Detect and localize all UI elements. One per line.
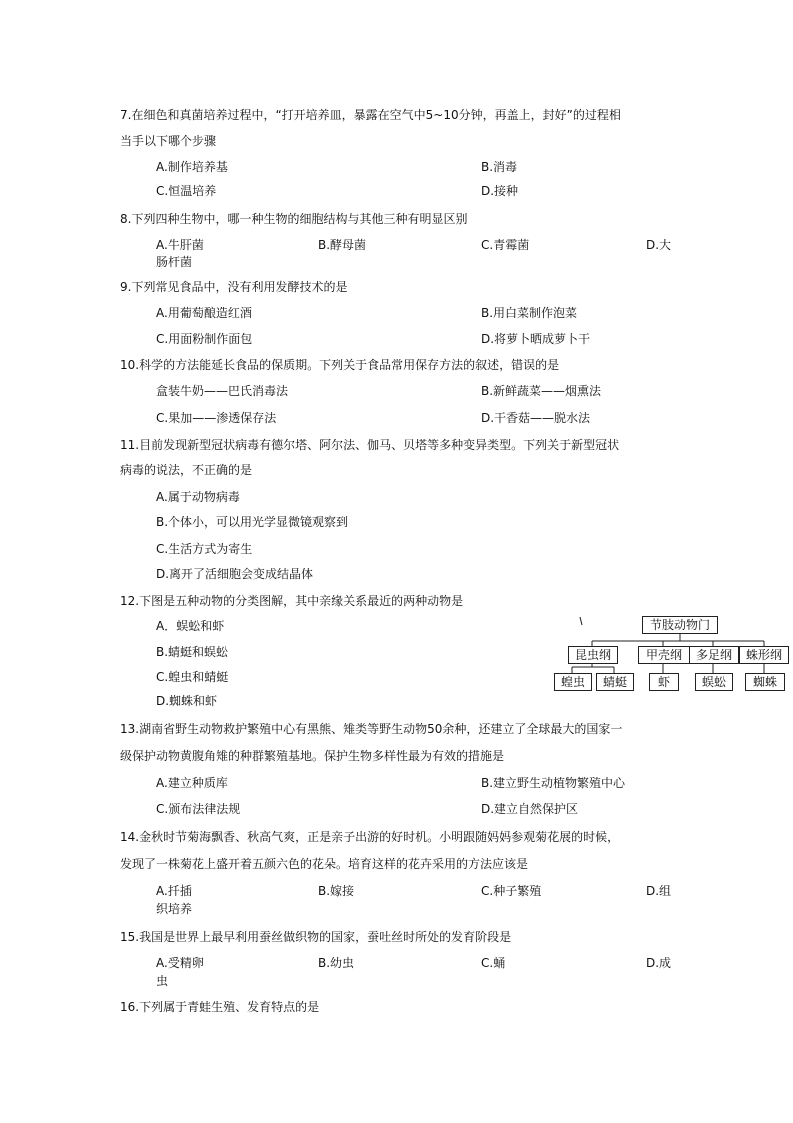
q10-option-c: C.果加——渗透保存法 (156, 411, 277, 425)
q15-option-d-wrap: 虫 (156, 974, 169, 988)
q14-option-b: B.嫁接 (318, 884, 355, 898)
q8-option-c: C.青霉菌 (481, 238, 530, 252)
classification-diagram (552, 613, 788, 693)
q11-option-d: D.离开了活细胞会变成结晶体 (156, 567, 314, 581)
q12-option-d: D.蜘蛛和虾 (156, 694, 218, 708)
q8-option-b: B.酵母菌 (318, 238, 367, 252)
q14-option-a: A.扦插 (156, 884, 192, 898)
diagram-animal-spider: 蜘蛛 (745, 673, 785, 691)
q15-option-d: D.成 (646, 956, 672, 970)
q15-option-a: A.受精卵 (156, 956, 204, 970)
q13-option-c: C.颁布法律法规 (156, 802, 241, 816)
q15-option-b: B.幼虫 (318, 956, 355, 970)
diagram-class-insecta: 昆虫纲 (568, 646, 618, 664)
q13-stem-line1: 13.湖南省野生动物救护繁殖中心有黑熊、雉类等野生动物50余种，还建立了全球最大的国家一 (120, 722, 623, 736)
diagram-class-crustacea: 甲壳纲 (638, 646, 690, 664)
q11-stem-line2: 病毒的说法，不正确的是 (120, 463, 253, 477)
q10-option-d: D.干香菇——脱水法 (481, 411, 591, 425)
q8-option-d: D.大 (646, 238, 672, 252)
q15-option-c: C.蛹 (481, 956, 506, 970)
diagram-class-myriapoda: 多足纲 (689, 646, 739, 664)
q9-option-d: D.将萝卜晒成萝卜干 (481, 332, 591, 346)
q14-option-d: D.组 (646, 884, 672, 898)
q7-stem-line2: 当手以下哪个步骤 (120, 134, 217, 148)
q15-stem: 15.我国是世界上最早利用蚕丝做织物的国家，蚕吐丝时所处的发育阶段是 (120, 930, 512, 944)
q8-option-d-wrap: 肠杆菌 (156, 255, 193, 269)
q12-option-b: B.蜻蜓和蜈蚣 (156, 645, 229, 659)
q16-stem: 16.下列属于青蛙生殖、发育特点的是 (120, 1000, 320, 1014)
diagram-class-arachnida: 蛛形纲 (739, 646, 789, 664)
q13-option-b: B.建立野生动植物繁殖中心 (481, 776, 626, 790)
diagram-root-phylum: 节肢动物门 (642, 616, 718, 634)
q13-stem-line2: 级保护动物黄腹角雉的种群繁殖基地。保护生物多样性最为有效的措施是 (120, 749, 505, 763)
q11-option-b: B.个体小，可以用光学显微镜观察到 (156, 515, 349, 529)
q11-stem-line1: 11.目前发现新型冠状病毒有德尔塔、阿尔法、伽马、贝塔等多种变异类型。下列关于新型冠状 (120, 438, 620, 452)
q9-option-b: B.用白菜制作泡菜 (481, 306, 578, 320)
diagram-animal-locust: 蝗虫 (554, 673, 592, 691)
q14-option-c: C.种子繁殖 (481, 884, 542, 898)
q14-stem-line1: 14.金秋时节菊海飘香、秋高气爽，正是亲子出游的好时机。小明跟随妈妈参观菊花展的时候， (120, 830, 620, 844)
q7-stem-line1: 7.在细色和真菌培养过程中，“打开培养皿，暴露在空气中5~10分钟，再盖上，封好”的过程相 (120, 108, 621, 122)
q9-option-c: C.用面粉制作面包 (156, 332, 253, 346)
q7-option-c: C.恒温培养 (156, 184, 217, 198)
q13-option-d: D.建立自然保护区 (481, 802, 579, 816)
diagram-animal-dragonfly: 蜻蜓 (596, 673, 634, 691)
diagram-animal-shrimp: 虾 (649, 673, 679, 691)
diagram-animal-centipede: 蜈蚣 (695, 673, 733, 691)
q7-option-d: D.接种 (481, 184, 519, 198)
q12-stem: 12.下图是五种动物的分类图解，其中亲缘关系最近的两种动物是 (120, 594, 464, 608)
q10-option-a: 盒装牛奶——巴氏消毒法 (156, 384, 289, 398)
q14-stem-line2: 发现了一株菊花上盛开着五颜六色的花朵。培育这样的花卉采用的方法应该是 (120, 857, 529, 871)
q9-option-a: A.用葡萄酿造红酒 (156, 306, 252, 320)
q12-option-c: C.蝗虫和蜻蜓 (156, 670, 229, 684)
q12-option-a: A．蜈蚣和虾 (156, 619, 225, 633)
q7-option-b: B.消毒 (481, 160, 518, 174)
q11-option-a: A.属于动物病毒 (156, 490, 240, 504)
q9-stem: 9.下列常见食品中，没有利用发酵技术的是 (120, 280, 348, 294)
q10-stem: 10.科学的方法能延长食品的保质期。下列关于食品常用保存方法的叙述，错误的是 (120, 358, 560, 372)
q7-option-a: A.制作培养基 (156, 160, 228, 174)
q8-stem: 8.下列四种生物中，哪一种生物的细胞结构与其他三种有明显区别 (120, 212, 468, 226)
q14-option-d-wrap: 织培养 (156, 902, 193, 916)
q10-option-b: B.新鲜蔬菜——烟熏法 (481, 384, 602, 398)
q8-option-a: A.牛肝菌 (156, 238, 204, 252)
q13-option-a: A.建立种质库 (156, 776, 228, 790)
q11-option-c: C.生活方式为寄生 (156, 542, 253, 556)
